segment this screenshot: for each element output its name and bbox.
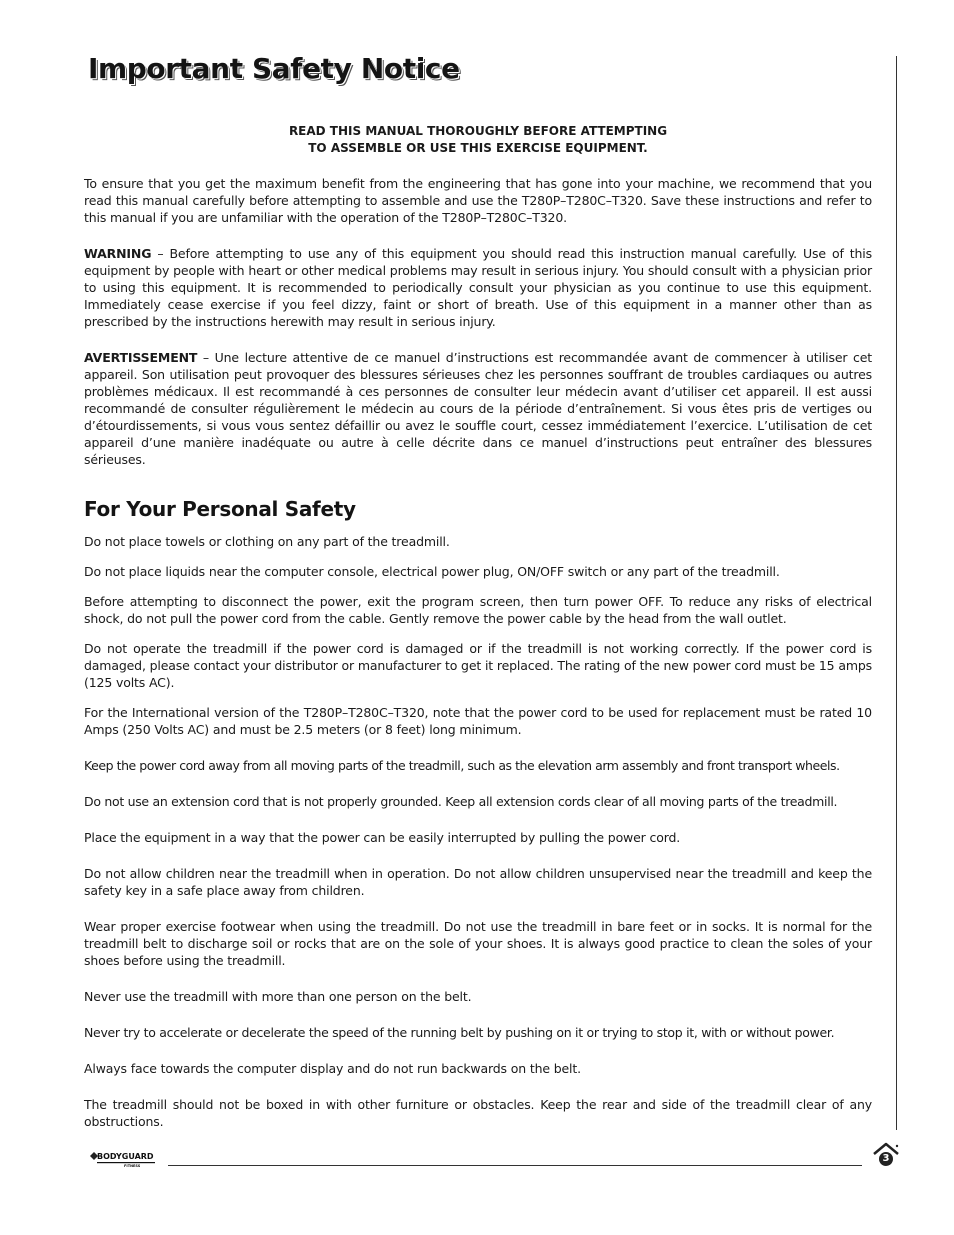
notice-line-2: TO ASSEMBLE OR USE THIS EXERCISE EQUIPMENT. [308,141,648,155]
page-title: Important Safety Notice [88,52,460,85]
safety-rule: Always face towards the computer display and do not run backwards on the belt. [84,1061,581,1076]
logo-subtext: FITNESS [124,1164,141,1168]
bodyguard-logo [88,1150,158,1168]
safety-rule: The treadmill should not be boxed in with other furniture or obstacles. Keep the rear and side of the treadmill clear of any obstructions. [84,1097,872,1129]
notice-line-1: READ THIS MANUAL THOROUGHLY BEFORE ATTEMPTING [288,124,668,138]
safety-rule: Never try to accelerate or decelerate the speed of the running belt by pushing on it or trying to stop it, with or without power. [84,1025,835,1040]
safety-rule: Do not place liquids near the computer console, electrical power plug, ON/OFF switch or any part of the treadmill. [84,564,780,579]
avertissement-label: AVERTISSEMENT [84,350,198,365]
safety-rule: Wear proper exercise footwear when using the treadmill. Do not use the treadmill in bare feet or in socks. It is normal for the treadmill belt to discharge soil or rocks that are on the sole of your shoes. It is always good practice to clean the soles of your shoes before using the treadmill. [84,919,872,968]
avertissement-paragraph [84,349,872,468]
safety-rule: Keep the power cord away from all moving parts of the treadmill, such as the elevation arm assembly and front transport wheels. [84,758,840,773]
document-body [84,175,872,1143]
safety-rules-list [84,533,872,1130]
right-margin-rule [896,56,897,1130]
avertissement-text: – Une lecture attentive de ce manuel d’instructions est recommandée avant de commencer à utiliser cet appareil. Son utilisation peut provoquer des blessures sérieuses chez les personnes souffrant de troubles cardiaques ou autres problèmes médicaux. Il est recommandé à ces personnes de consulter leur médecin avant d’utiliser cet appareil. Il est aussi recommandé de consulter régulièrement le médecin au cours de la période d’entraînement. Si vous êtes pris de vertiges ou d’étourdissements, si vous vous sentez défaillir ou avez le souffle court, cessez immédiatement l’exercice. L’utilisation de cet appareil d’une manière inadéquate ou autre à celle décrite dans ce manuel d’instructions peut entraîner des blessures sérieuses. [84,350,872,467]
safety-rule: Before attempting to disconnect the power, exit the program screen, then turn power OFF. To reduce any risks of electrical shock, do not pull the power cord from the cable. Gently remove the power cable by the head from the wall outlet. [84,594,872,626]
safety-rule: Place the equipment in a way that the power can be easily interrupted by pulling the power cord. [84,830,681,845]
safety-rule: Do not operate the treadmill if the power cord is damaged or if the treadmill is not working correctly. If the power cord is damaged, please contact your distributor or manufacturer to get it replaced. The rating of the new power cord must be 15 amps (125 volts AC). [84,641,872,690]
intro-paragraph: To ensure that you get the maximum benefit from the engineering that has gone into your machine, we recommend that you read this manual carefully before attempting to assemble and use the T280P–T280C–T320. Save these instructions and refer to this manual if you are unfamiliar with the operation of the T280P–T280C–T320. [84,176,872,225]
warning-paragraph [84,245,872,330]
safety-rule: Do not place towels or clothing on any part of the treadmill. [84,534,450,549]
section-heading: For Your Personal Safety [84,497,356,521]
warning-text: – Before attempting to use any of this equipment you should read this instruction manual carefully. Use of this equipment by people with heart or other medical problems may result in serious injury. You should consult with a physician prior to using this equipment. It is recommended to periodically consult your physician as you continue to use this equipment. Immediately cease exercise if you feel dizzy, faint or short of breath. Use of this equipment in a manner other than as prescribed by the instructions herewith may result in serious injury. [84,246,872,329]
safety-rule: For the International version of the T280P–T280C–T320, note that the power cord to be used for replacement must be rated 10 Amps (250 Volts AC) and must be 2.5 meters (or 8 feet) long minimum. [84,705,872,737]
footer-rule [168,1165,862,1166]
logo-text: BODYGUARD [97,1152,154,1161]
read-manual-notice [84,123,872,157]
safety-rule: Do not use an extension cord that is not properly grounded. Keep all extension cords clear of all moving parts of the treadmill. [84,794,838,809]
safety-rule: Never use the treadmill with more than one person on the belt. [84,989,472,1004]
page-number: 3 [882,1153,890,1164]
safety-rule: Do not allow children near the treadmill when in operation. Do not allow children unsupervised near the treadmill and keep the safety key in a safe place away from children. [84,866,872,898]
warning-label: WARNING [84,246,152,261]
